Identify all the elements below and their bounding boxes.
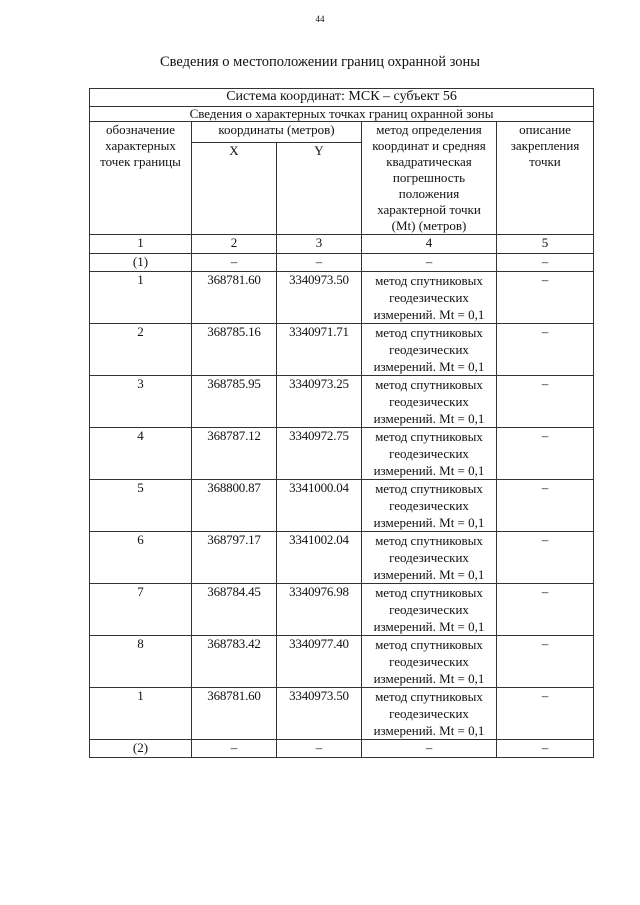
header-method: метод определения координат и средняя квадратическая погрешность положения характерной точки (Mt) (метров) (362, 122, 497, 235)
header-description: описание закрепления точки (497, 122, 594, 235)
method-cell (362, 272, 497, 324)
y-coordinate-cell: 3340977.40 (277, 636, 362, 688)
column-number: 2 (192, 235, 277, 254)
method-line: измерений. Mt = 0,1 (373, 463, 485, 478)
point-id-cell: 4 (90, 428, 192, 480)
method-line: геодезических (389, 602, 469, 617)
method-line: геодезических (389, 290, 469, 305)
description-cell: – (497, 688, 594, 740)
description-cell: – (497, 584, 594, 636)
contour-start-cell: (1) (90, 254, 192, 272)
contour-end-cell: – (362, 740, 497, 758)
contour-end-cell: – (497, 740, 594, 758)
method-line: измерений. Mt = 0,1 (373, 359, 485, 374)
description-cell: – (497, 428, 594, 480)
point-id-cell: 2 (90, 324, 192, 376)
method-line: измерений. Mt = 0,1 (373, 619, 485, 634)
x-coordinate-cell: 368783.42 (192, 636, 277, 688)
method-line: метод спутниковых (375, 273, 483, 288)
method-cell (362, 584, 497, 636)
description-cell: – (497, 324, 594, 376)
column-number: 5 (497, 235, 594, 254)
x-coordinate-cell: 368784.45 (192, 584, 277, 636)
method-line: геодезических (389, 498, 469, 513)
method-line: метод спутниковых (375, 637, 483, 652)
method-line: измерений. Mt = 0,1 (373, 723, 485, 738)
method-line: геодезических (389, 342, 469, 357)
x-coordinate-cell: 368785.95 (192, 376, 277, 428)
y-coordinate-cell: 3340976.98 (277, 584, 362, 636)
method-line: измерений. Mt = 0,1 (373, 515, 485, 530)
table-row (90, 688, 594, 740)
method-line: геодезических (389, 394, 469, 409)
description-cell: – (497, 532, 594, 584)
method-cell (362, 428, 497, 480)
point-id-cell: 8 (90, 636, 192, 688)
table-row (90, 584, 594, 636)
contour-start-cell: – (277, 254, 362, 272)
x-coordinate-cell: 368785.16 (192, 324, 277, 376)
document-title: Сведения о местоположении границ охранной зоны (159, 54, 480, 70)
point-id-cell: 6 (90, 532, 192, 584)
table-row (90, 376, 594, 428)
x-coordinate-cell: 368781.60 (192, 272, 277, 324)
y-coordinate-cell: 3341000.04 (277, 480, 362, 532)
table-row (90, 532, 594, 584)
method-line: метод спутниковых (375, 689, 483, 704)
method-line: метод спутниковых (375, 585, 483, 600)
x-coordinate-cell: 368781.60 (192, 688, 277, 740)
column-number: 4 (362, 235, 497, 254)
method-line: измерений. Mt = 0,1 (373, 411, 485, 426)
table-row (90, 480, 594, 532)
method-line: геодезических (389, 706, 469, 721)
y-coordinate-cell: 3340971.71 (277, 324, 362, 376)
column-number: 1 (90, 235, 192, 254)
point-id-cell: 7 (90, 584, 192, 636)
method-cell (362, 376, 497, 428)
table-row (90, 324, 594, 376)
description-cell: – (497, 480, 594, 532)
description-cell: – (497, 636, 594, 688)
coordinate-system-cell: Система координат: МСК – субъект 56 (90, 89, 594, 107)
header-row (90, 122, 594, 143)
method-cell (362, 324, 497, 376)
contour-end-cell: – (192, 740, 277, 758)
contour-start-cell: – (497, 254, 594, 272)
description-cell: – (497, 272, 594, 324)
header-x: X (192, 143, 277, 235)
method-line: метод спутниковых (375, 429, 483, 444)
table-row (90, 428, 594, 480)
method-line: метод спутниковых (375, 325, 483, 340)
x-coordinate-cell: 368800.87 (192, 480, 277, 532)
method-line: измерений. Mt = 0,1 (373, 307, 485, 322)
y-coordinate-cell: 3340972.75 (277, 428, 362, 480)
x-coordinate-cell: 368787.12 (192, 428, 277, 480)
header-coordinates: координаты (метров) (192, 122, 362, 143)
contour-start-row (90, 254, 594, 272)
method-cell (362, 688, 497, 740)
method-line: измерений. Mt = 0,1 (373, 671, 485, 686)
method-cell (362, 532, 497, 584)
method-cell (362, 636, 497, 688)
y-coordinate-cell: 3340973.25 (277, 376, 362, 428)
contour-end-row (90, 740, 594, 758)
description-cell: – (497, 376, 594, 428)
boundary-points-table (89, 88, 594, 758)
method-line: геодезических (389, 654, 469, 669)
method-line: метод спутниковых (375, 481, 483, 496)
contour-start-cell: – (192, 254, 277, 272)
x-coordinate-cell: 368797.17 (192, 532, 277, 584)
table-row (90, 272, 594, 324)
y-coordinate-cell: 3340973.50 (277, 688, 362, 740)
subtitle-cell: Сведения о характерных точках границ охранной зоны (90, 107, 594, 122)
table-row (90, 636, 594, 688)
point-id-cell: 3 (90, 376, 192, 428)
method-line: измерений. Mt = 0,1 (373, 567, 485, 582)
method-cell (362, 480, 497, 532)
contour-end-cell: – (277, 740, 362, 758)
method-line: метод спутниковых (375, 533, 483, 548)
y-coordinate-cell: 3341002.04 (277, 532, 362, 584)
coordinate-system-row (90, 89, 594, 107)
point-id-cell: 1 (90, 272, 192, 324)
page-number: 44 (315, 14, 325, 24)
y-coordinate-cell: 3340973.50 (277, 272, 362, 324)
header-designation: обозначение характерных точек границы (90, 122, 192, 235)
column-numbers-row (90, 235, 594, 254)
point-id-cell: 1 (90, 688, 192, 740)
method-line: геодезических (389, 550, 469, 565)
contour-end-cell: (2) (90, 740, 192, 758)
method-line: метод спутниковых (375, 377, 483, 392)
method-line: геодезических (389, 446, 469, 461)
column-number: 3 (277, 235, 362, 254)
contour-start-cell: – (362, 254, 497, 272)
point-id-cell: 5 (90, 480, 192, 532)
subtitle-row (90, 107, 594, 122)
header-y: Y (277, 143, 362, 235)
